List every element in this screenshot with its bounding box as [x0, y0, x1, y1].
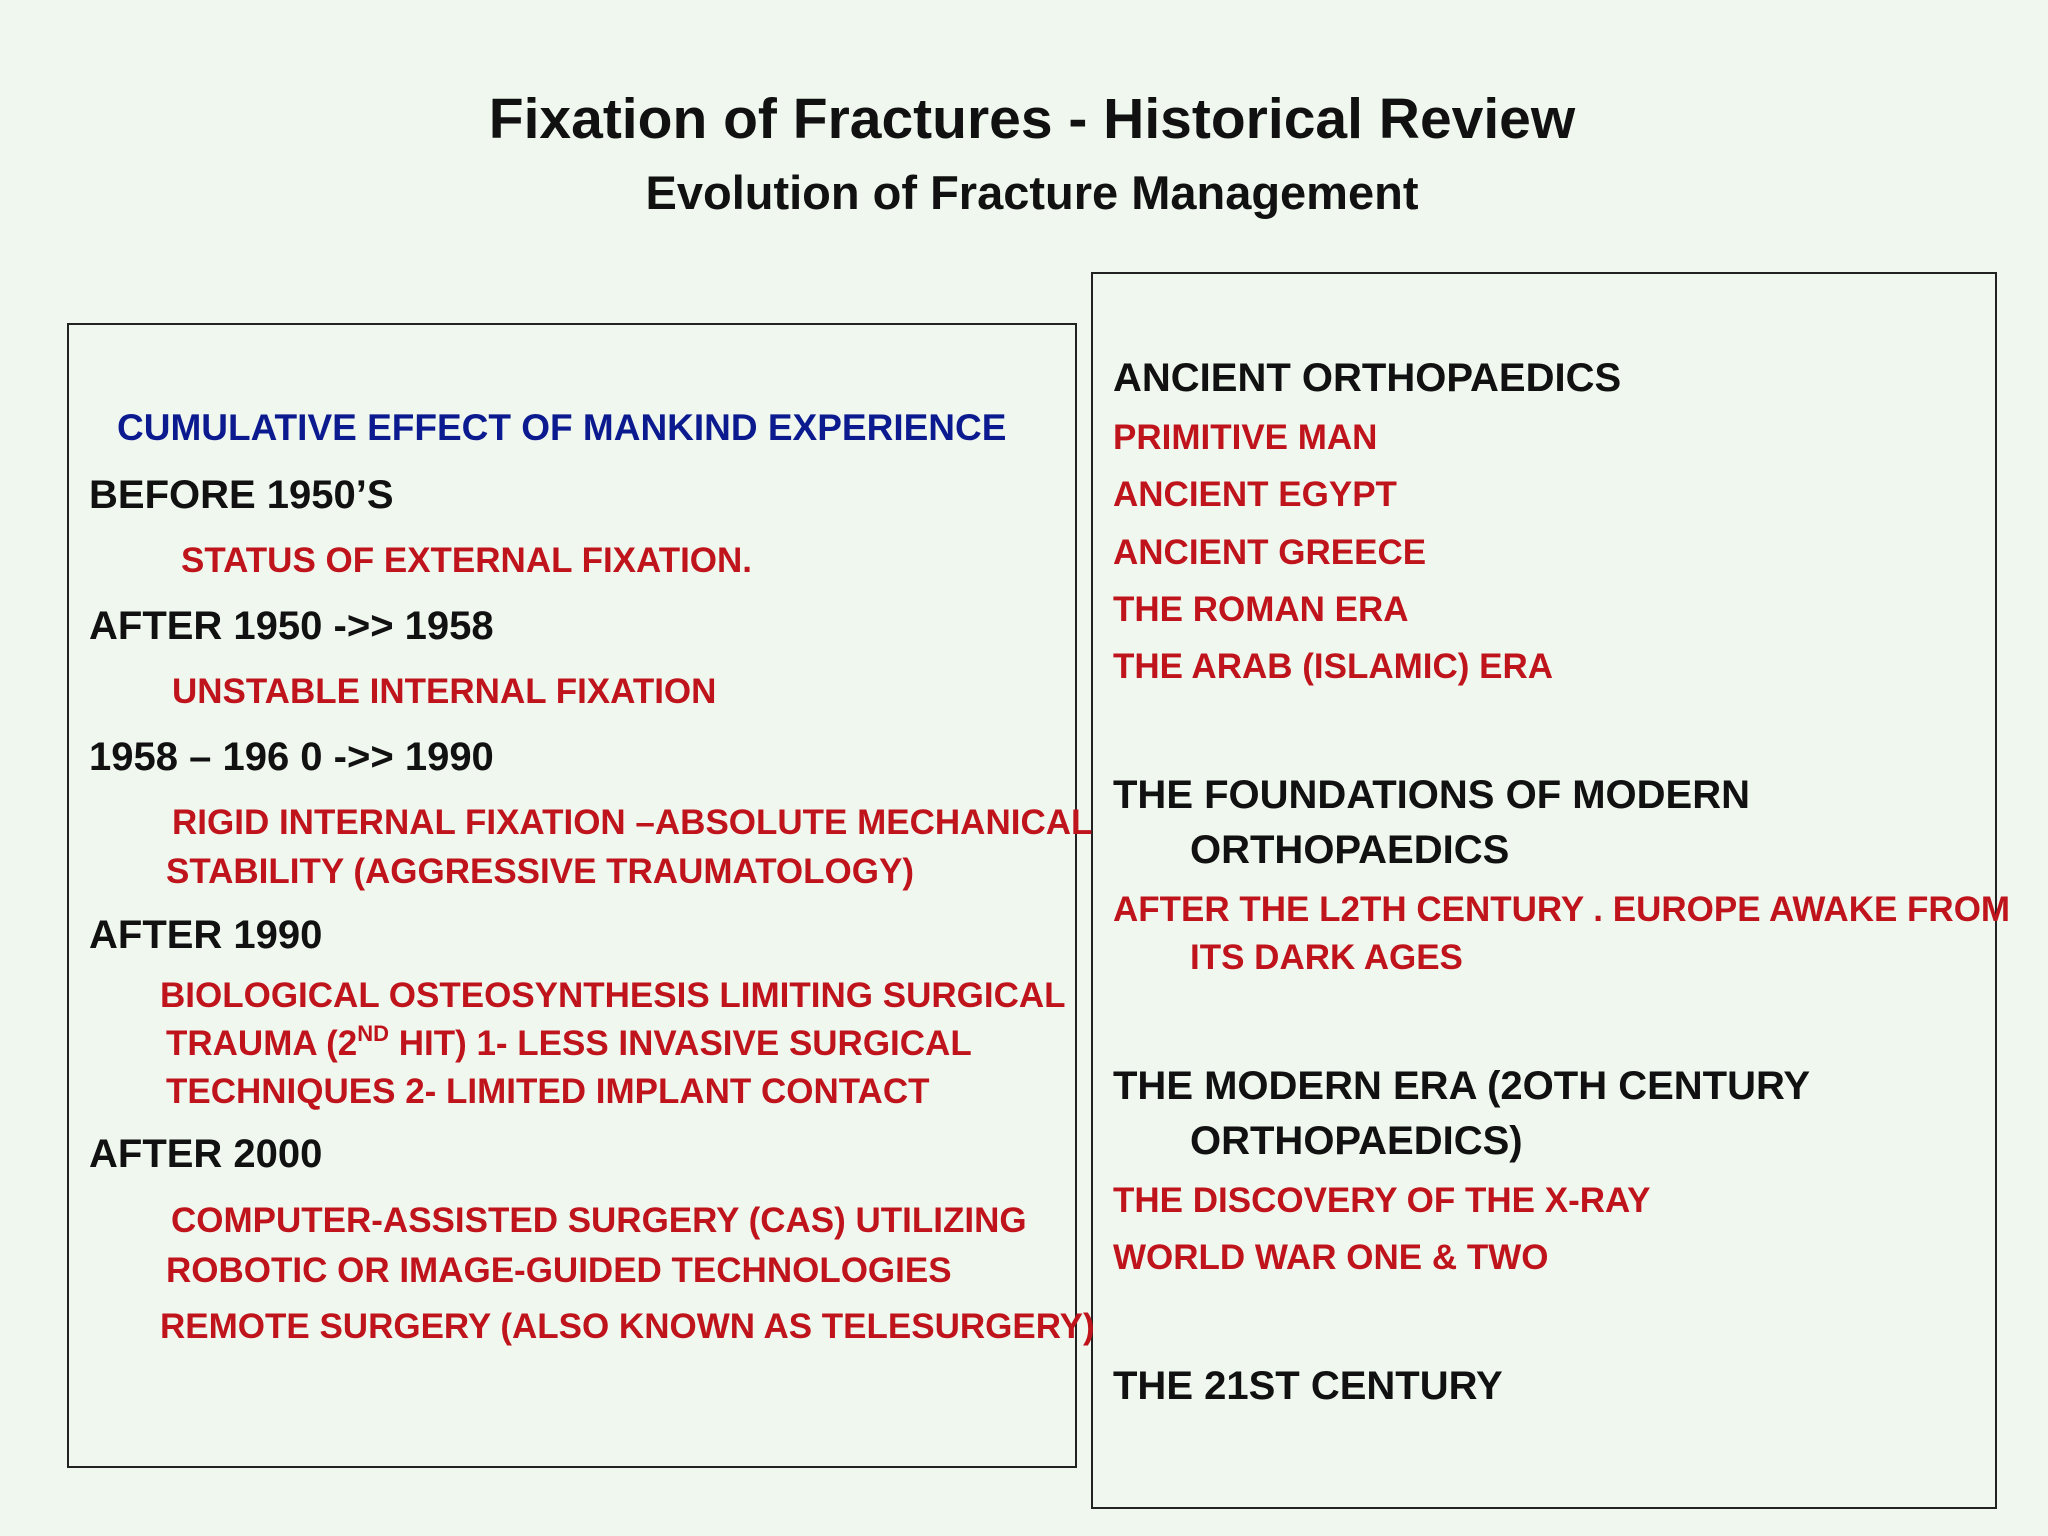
- biological-line-2: TRAUMA (2ND HIT) 1- LESS INVASIVE SURGICAL: [166, 1021, 972, 1063]
- rigid-fixation-line-2: STABILITY (AGGRESSIVE TRAUMATOLOGY): [166, 852, 914, 891]
- after-1950-heading: AFTER 1950 ->> 1958: [89, 604, 494, 648]
- rigid-fixation-line-1: RIGID INTERNAL FIXATION –ABSOLUTE MECHANICAL: [172, 803, 1093, 842]
- europe-line-1: AFTER THE L2TH CENTURY . EUROPE AWAKE FROM: [1113, 890, 2011, 929]
- modern-era-heading-line-2: ORTHOPAEDICS): [1190, 1119, 1523, 1163]
- 21st-century-heading: THE 21ST CENTURY: [1113, 1364, 1503, 1408]
- biological-line-3: TECHNIQUES 2- LIMITED IMPLANT CONTACT: [166, 1072, 930, 1111]
- period-1958-heading: 1958 – 196 0 ->> 1990: [89, 735, 494, 779]
- cas-line-1: COMPUTER-ASSISTED SURGERY (CAS) UTILIZING: [171, 1201, 1027, 1240]
- ancient-greece-item: ANCIENT GREECE: [1113, 533, 1427, 572]
- world-war-item: WORLD WAR ONE & TWO: [1113, 1238, 1549, 1277]
- cas-line-2: ROBOTIC OR IMAGE-GUIDED TECHNOLOGIES: [166, 1251, 952, 1290]
- slide-subtitle: Evolution of Fracture Management: [645, 166, 1419, 219]
- superscript-nd: ND: [357, 1021, 389, 1046]
- slide-title: Fixation of Fractures - Historical Review: [488, 87, 1576, 151]
- modern-era-heading-line-1: THE MODERN ERA (2OTH CENTURY: [1113, 1064, 1811, 1108]
- foundations-heading-line-2: ORTHOPAEDICS: [1190, 828, 1510, 872]
- xray-item: THE DISCOVERY OF THE X-RAY: [1113, 1181, 1651, 1220]
- cumulative-heading: CUMULATIVE EFFECT OF MANKIND EXPERIENCE: [117, 407, 1007, 448]
- roman-era-item: THE ROMAN ERA: [1113, 590, 1409, 629]
- before-1950-heading: BEFORE 1950’S: [89, 473, 394, 517]
- after-1990-heading: AFTER 1990: [89, 913, 323, 957]
- europe-line-2: ITS DARK AGES: [1190, 938, 1463, 977]
- after-2000-heading: AFTER 2000: [89, 1132, 323, 1176]
- biological-line-1: BIOLOGICAL OSTEOSYNTHESIS LIMITING SURGICAL: [160, 976, 1066, 1015]
- ancient-egypt-item: ANCIENT EGYPT: [1113, 475, 1397, 514]
- unstable-fixation-item: UNSTABLE INTERNAL FIXATION: [172, 672, 717, 711]
- remote-surgery-item: REMOTE SURGERY (ALSO KNOWN AS TELESURGERY): [160, 1307, 1095, 1346]
- external-fixation-item: STATUS OF EXTERNAL FIXATION.: [181, 541, 753, 580]
- ancient-orthopaedics-heading: ANCIENT ORTHOPAEDICS: [1113, 356, 1622, 400]
- arab-era-item: THE ARAB (ISLAMIC) ERA: [1113, 647, 1554, 686]
- primitive-man-item: PRIMITIVE MAN: [1113, 418, 1378, 457]
- foundations-heading-line-1: THE FOUNDATIONS OF MODERN: [1113, 773, 1751, 817]
